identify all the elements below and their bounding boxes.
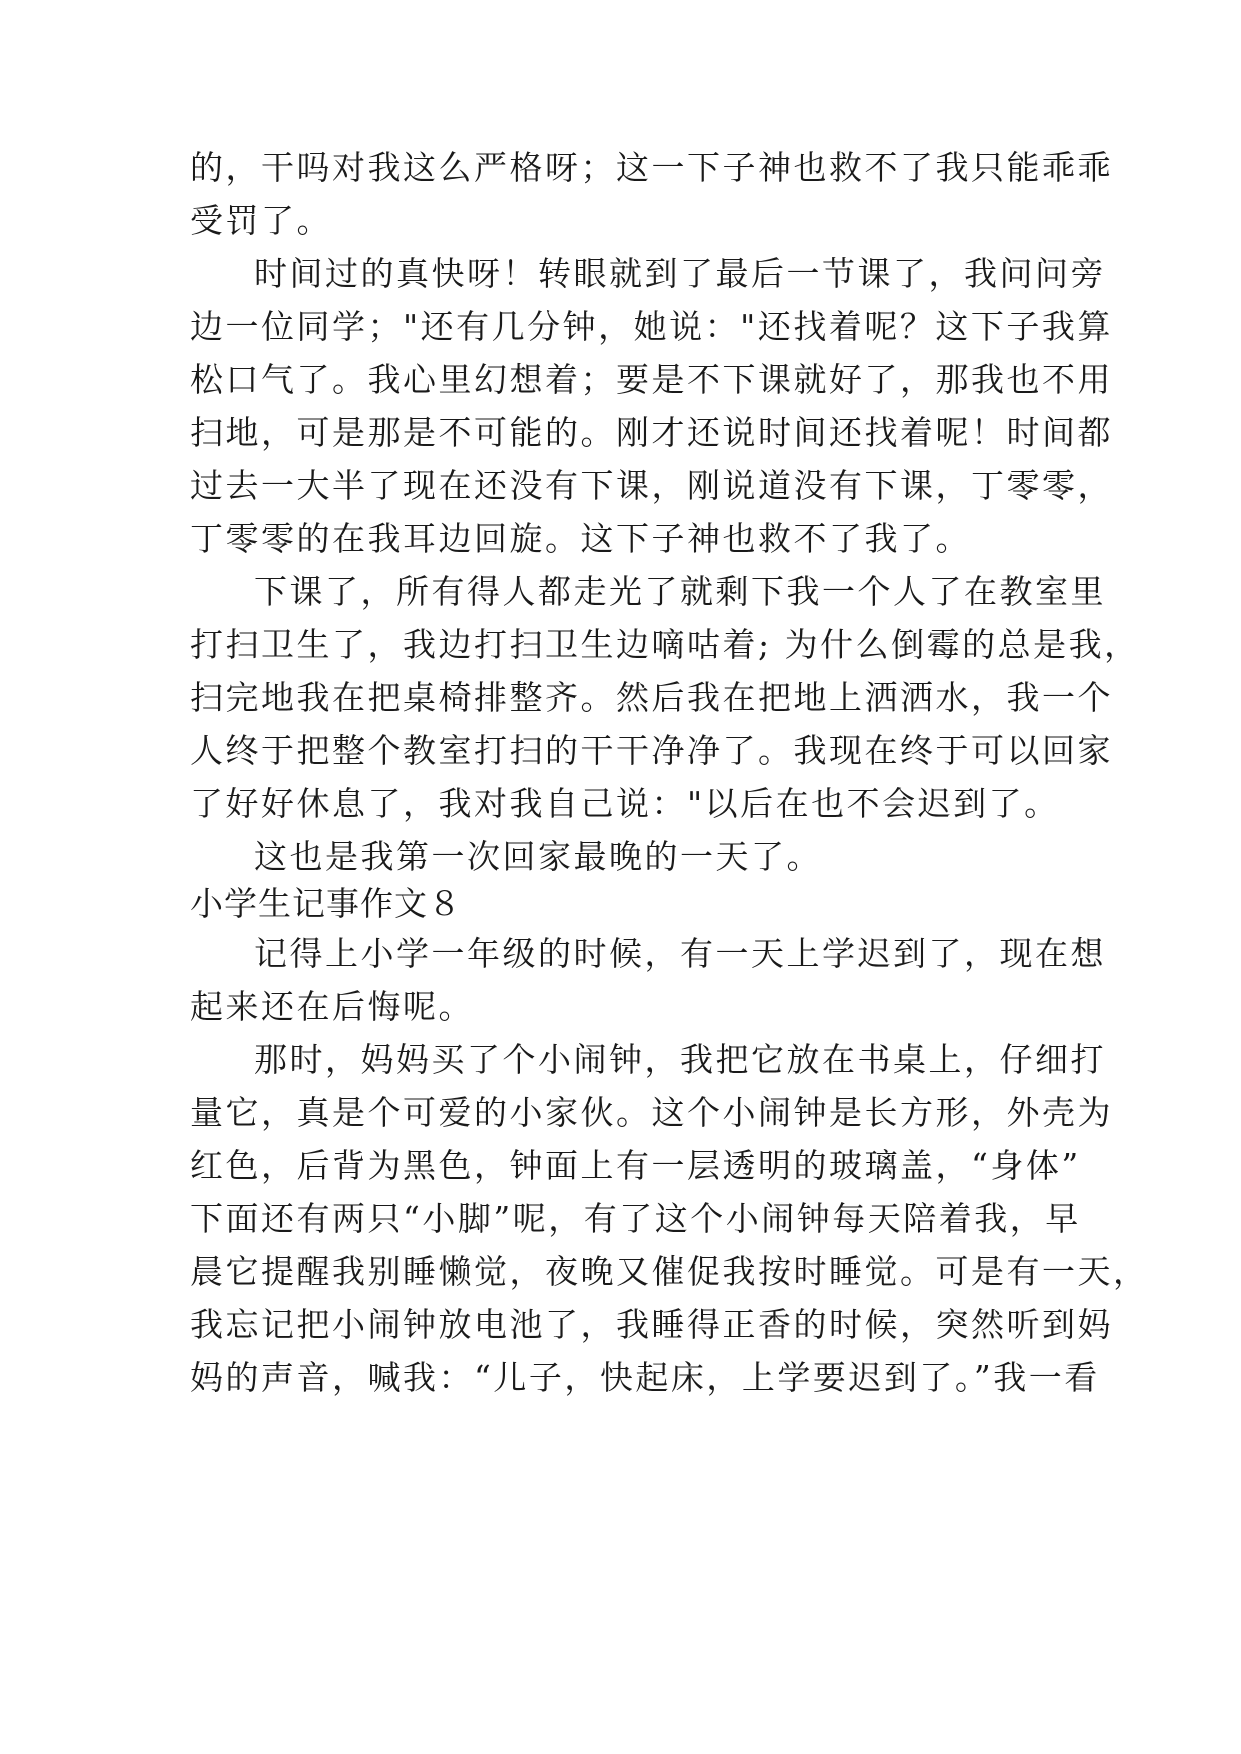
text-line: 红色，后背为黑色，钟面上有一层透明的玻璃盖，“身体” bbox=[190, 1146, 1081, 1185]
text-line: 的，干吗对我这么严格呀；这一下子神也救不了我只能乖乖 bbox=[190, 148, 1113, 187]
text-line: 过去一大半了现在还没有下课，刚说道没有下课，丁零零， bbox=[190, 466, 1113, 505]
text-line: 起来还在后悔呢。 bbox=[190, 987, 474, 1026]
text-line: 丁零零的在我耳边回旋。这下子神也救不了我了。 bbox=[190, 519, 971, 558]
text-line: 我忘记把小闹钟放电池了，我睡得正香的时候，突然听到妈 bbox=[190, 1305, 1113, 1344]
text-line: 松口气了。我心里幻想着；要是不下课就好了，那我也不用 bbox=[190, 360, 1113, 399]
text-line: 量它，真是个可爱的小家伙。这个小闹钟是长方形，外壳为 bbox=[190, 1093, 1113, 1132]
text-line: 打扫卫生了，我边打扫卫生边嘀咕着; 为什么倒霉的总是我， bbox=[190, 625, 1140, 664]
paragraph-first-line: 这也是我第一次回家最晚的一天了。 bbox=[254, 837, 822, 876]
text-line: 受罚了。 bbox=[190, 201, 332, 240]
text-line: 边一位同学；"还有几分钟，她说："还找着呢？这下子我算 bbox=[190, 307, 1113, 346]
text-line: 扫地，可是那是不可能的。刚才还说时间还找着呢！时间都 bbox=[190, 413, 1113, 452]
text-line: 扫完地我在把桌椅排整齐。然后我在把地上洒洒水，我一个 bbox=[190, 678, 1113, 717]
text-line: 晨它提醒我别睡懒觉，夜晚又催促我按时睡觉。可是有一天， bbox=[190, 1252, 1149, 1291]
paragraph-first-line: 那时，妈妈买了个小闹钟，我把它放在书桌上，仔细打 bbox=[254, 1040, 1106, 1079]
text-line: 人终于把整个教室打扫的干干净净了。我现在终于可以回家 bbox=[190, 731, 1113, 770]
paragraph-first-line: 记得上小学一年级的时候，有一天上学迟到了，现在想 bbox=[254, 934, 1106, 973]
paragraph-first-line: 下课了，所有得人都走光了就剩下我一个人了在教室里 bbox=[254, 572, 1106, 611]
text-line: 下面还有两只“小脚”呢，有了这个小闹钟每天陪着我，早 bbox=[190, 1199, 1081, 1238]
text-line: 了好好休息了，我对我自己说："以后在也不会迟到了。 bbox=[190, 784, 1060, 823]
text-line: 妈的声音，喊我：“儿子，快起床，上学要迟到了。”我一看 bbox=[190, 1358, 1100, 1397]
section-heading: 小学生记事作文８ bbox=[190, 884, 462, 923]
paragraph-first-line: 时间过的真快呀！转眼就到了最后一节课了，我问问旁 bbox=[254, 254, 1106, 293]
